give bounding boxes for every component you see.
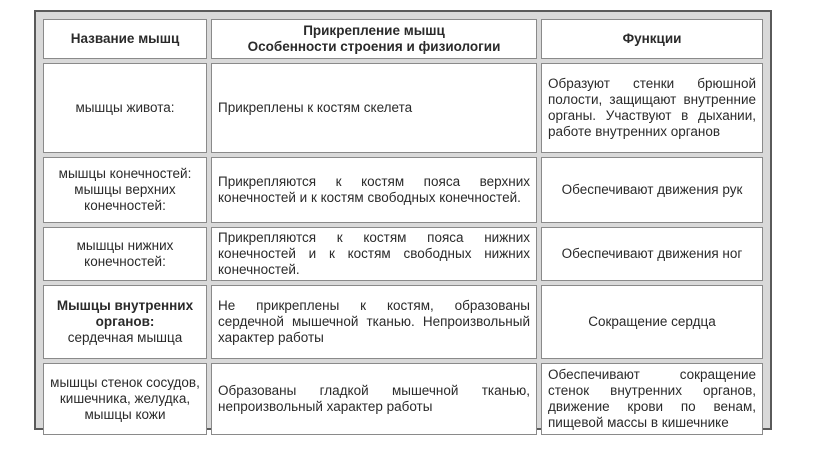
row-functions: Обеспечивают движения ног <box>541 227 763 281</box>
header-name: Название мышц <box>43 19 207 59</box>
row-name: мышцы стенок сосудов, кишечника, желудка, мышцы кожи <box>43 363 207 435</box>
row-attachment: Не прикреплены к костям, образованы сердечной мышечной тканью. Непроизвольный характер работы <box>211 285 537 359</box>
header-functions: Функции <box>541 19 763 59</box>
row-name: сердечная мышца <box>67 330 183 345</box>
row-name-bold: Мышцы внутренних органов: <box>56 298 194 329</box>
row-name: мышцы живота: <box>43 63 207 153</box>
row-functions: Сокращение сердца <box>541 285 763 359</box>
row-name: мышцы нижних конечностей: <box>43 227 207 281</box>
muscles-table <box>39 15 767 439</box>
row-attachment: Прикреплены к костям скелета <box>211 63 537 153</box>
row-name-cell <box>43 285 207 359</box>
muscles-table-frame <box>34 10 772 430</box>
table-row <box>43 227 763 281</box>
header-attachment-line1: Прикрепление мышц <box>303 23 445 38</box>
header-attachment-line2: Особенности строения и физиологии <box>247 39 501 54</box>
table-row <box>43 363 763 435</box>
row-attachment: Образованы гладкой мышечной тканью, непроизвольный характер работы <box>211 363 537 435</box>
row-name: мышцы конечностей: мышцы верхних конечностей: <box>43 157 207 223</box>
row-functions: Обеспечивают движения рук <box>541 157 763 223</box>
table-header-row <box>43 19 763 59</box>
row-functions: Образуют стенки брюшной полости, защищают внутренние органы. Участвуют в дыхании, работе внутренних органов <box>541 63 763 153</box>
table-row <box>43 285 763 359</box>
row-attachment: Прикрепляются к костям пояса нижних конечностей и к костям свободных нижних конечностей. <box>211 227 537 281</box>
header-attachment <box>211 19 537 59</box>
row-attachment: Прикрепляются к костям пояса верхних конечностей и к костям свободных конечностей. <box>211 157 537 223</box>
table-row <box>43 157 763 223</box>
table-row <box>43 63 763 153</box>
row-functions: Обеспечивают сокращение стенок внутренних органов, движение крови по венам, пищевой массы в кишечнике <box>541 363 763 435</box>
